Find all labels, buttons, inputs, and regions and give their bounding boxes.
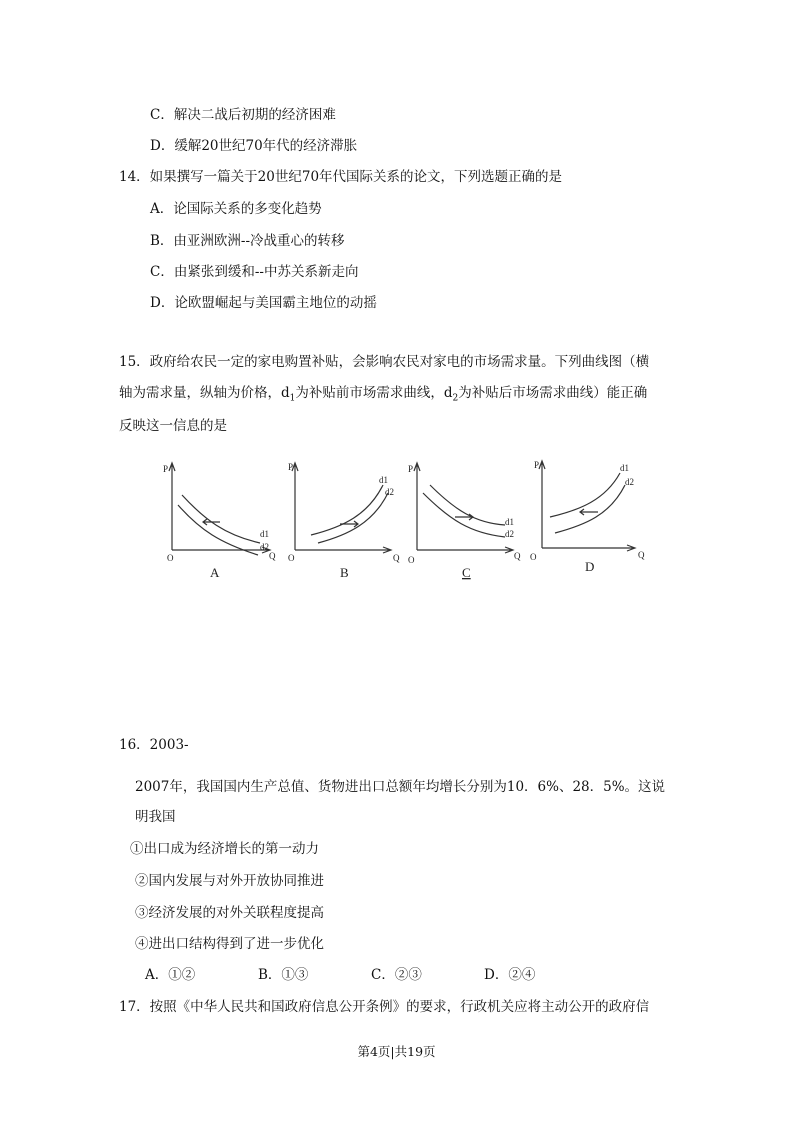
curve-d2 — [178, 505, 258, 555]
q16-item-1: ①出口成为经济增长的第一动力 — [130, 841, 319, 857]
curve-d1 — [311, 485, 383, 535]
q16-item-2: ②国内发展与对外开放协同推进 — [135, 873, 324, 889]
t: 为补贴后市场需求曲线）能正确 — [458, 385, 648, 401]
shift-arrow — [203, 519, 220, 525]
q16-option-c: C．②③ — [371, 967, 422, 983]
d1-label: d1 — [379, 475, 388, 485]
shift-arrow — [455, 514, 473, 520]
graph-c — [405, 455, 525, 580]
o-label: O — [408, 555, 415, 565]
p-axis — [539, 461, 545, 548]
d1-label: d1 — [620, 463, 629, 473]
shift-arrow — [340, 521, 358, 527]
d2-label: d2 — [505, 529, 514, 539]
o-label: O — [167, 553, 174, 563]
q16-line3: 明我国 — [135, 809, 176, 825]
p-label: P — [534, 460, 540, 470]
q14-option-b: B．由亚洲欧洲--冷战重心的转移 — [150, 233, 345, 249]
p-axis — [169, 463, 175, 550]
p-axis — [414, 463, 420, 550]
q16-line2: 2007年，我国国内生产总值、货物进出口总额年均增长分别为10．6%、28．5%。这说 — [135, 779, 666, 795]
graph-b — [283, 455, 403, 580]
curve-d1 — [430, 485, 505, 525]
shift-arrow — [580, 509, 598, 515]
q-axis — [542, 545, 635, 551]
q14-option-c: C．由紧张到缓和--中苏关系新走向 — [150, 264, 359, 280]
q15-line2 — [119, 381, 647, 404]
p-label: P — [288, 462, 294, 472]
q16-item-4: ④进出口结构得到了进一步优化 — [135, 936, 324, 952]
q-label: Q — [393, 553, 400, 563]
t: 轴为需求量，纵轴为价格，d — [119, 385, 290, 401]
curve-d2 — [423, 493, 505, 537]
p-label: P — [163, 464, 169, 474]
t: 为补贴前市场需求曲线，d — [295, 385, 453, 401]
q16-option-d: D．②④ — [484, 967, 536, 983]
q16-item-3: ③经济发展的对外关联程度提高 — [135, 905, 324, 921]
q-label: Q — [638, 550, 645, 560]
graph-label: D — [585, 559, 595, 574]
curve-d1 — [550, 473, 620, 517]
graph-d — [530, 455, 650, 580]
q15-line1: 15．政府给农民一定的家电购置补贴，会影响农民对家电的市场需求量。下列曲线图（横 — [119, 354, 650, 370]
q14-option-a: A．论国际关系的多变化趋势 — [150, 201, 322, 217]
graph-label: A — [210, 565, 220, 580]
o-label: O — [530, 552, 537, 562]
d1-label: d1 — [505, 517, 514, 527]
p-label: P — [408, 464, 414, 474]
q13-option-c: C．解决二战后初期的经济困难 — [150, 107, 336, 123]
graph-a — [160, 455, 280, 580]
q-axis — [417, 547, 513, 553]
graph-label: C — [462, 565, 471, 580]
d2-label: d2 — [260, 542, 269, 552]
page-footer: 第4页|共19页 — [357, 1044, 436, 1059]
p-axis — [292, 463, 298, 550]
d1-label: d1 — [260, 529, 269, 539]
q17-line1: 17．按照《中华人民共和国政府信息公开条例》的要求，行政机关应将主动公开的政府信 — [119, 999, 650, 1015]
q14-stem: 14．如果撰写一篇关于20世纪70年代国际关系的论文，下列选题正确的是 — [119, 169, 563, 185]
q16-option-a: A．①② — [145, 967, 196, 983]
sub: 2 — [452, 393, 459, 404]
curve-d1 — [182, 495, 260, 543]
sub: 1 — [289, 393, 296, 404]
graph-label: B — [340, 565, 349, 580]
q-axis — [172, 547, 270, 553]
curve-d2 — [555, 485, 625, 533]
q13-option-d: D．缓解20世纪70年代的经济滞胀 — [150, 138, 358, 154]
q15-line3: 反映这一信息的是 — [119, 418, 227, 434]
q14-option-d: D．论欧盟崛起与美国霸主地位的动摇 — [150, 295, 377, 311]
q16-option-b: B．①③ — [258, 967, 309, 983]
o-label: O — [288, 553, 295, 563]
q-axis — [295, 547, 391, 553]
d2-label: d2 — [625, 477, 634, 487]
d2-label: d2 — [385, 487, 394, 497]
q-label: Q — [514, 551, 521, 561]
q16-line1: 16．2003- — [119, 737, 189, 753]
q-label: Q — [269, 551, 276, 561]
